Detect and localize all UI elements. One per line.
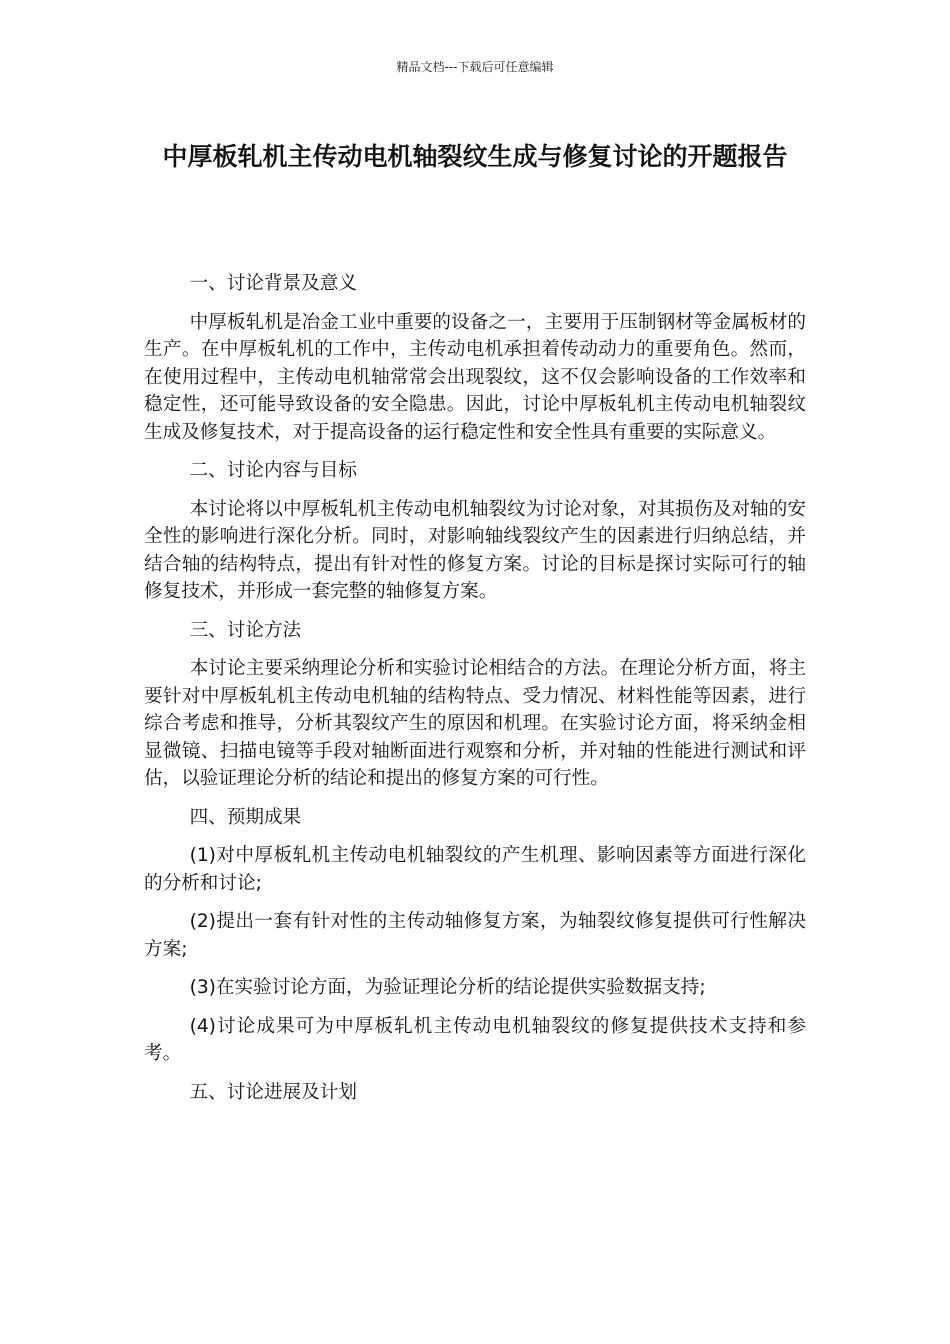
list-item: (3)在实验讨论方面，为验证理论分析的结论提供实验数据支持; — [189, 977, 706, 998]
paragraph: 本讨论将以中厚板轧机主传动电机轴裂纹为讨论对象，对其损伤及对轴的安全性的影响进行深化分析。同时，对影响轴线裂纹产生的因素进行归纳总结，并结合轴的结构特点，提出有针对性的修复方案。讨论的目标是探讨实际可行的轴修复技术，并形成一套完整的轴修复方案。 — [144, 498, 806, 602]
list-item: (2)提出一套有针对性的主传动轴修复方案，为轴裂纹修复提供可行性解决方案; — [144, 911, 806, 960]
document-title: 中厚板轧机主传动电机轴裂纹生成与修复讨论的开题报告 — [162, 142, 788, 171]
section-heading: 一、讨论背景及意义 — [189, 273, 357, 294]
section-heading: 三、讨论方法 — [189, 619, 302, 641]
paragraph: 中厚板轧机是冶金工业中重要的设备之一，主要用于压制钢材等金属板材的生产。在中厚板轧机的工作中，主传动电机承担着传动动力的重要角色。然而，在使用过程中，主传动电机轴常常会出现裂纹，这不仅会影响设备的工作效率和稳定性，还可能导致设备的安全隐患。因此，讨论中厚板轧机主传动电机轴裂纹生成及修复技术，对于提高设备的运行稳定性和安全性具有重要的实际意义。 — [144, 311, 806, 443]
header-note: 精品文档---下载后可任意编辑 — [396, 60, 554, 74]
section-heading: 四、预期成果 — [189, 806, 302, 828]
section-heading: 二、讨论内容与目标 — [189, 460, 357, 481]
document-body — [144, 270, 806, 1117]
list-item: (4)讨论成果可为中厚板轧机主传动电机轴裂纹的修复提供技术支持和参考。 — [144, 1015, 806, 1064]
paragraph: 本讨论主要采纳理论分析和实验讨论相结合的方法。在理论分析方面，将主要针对中厚板轧机主传动电机轴的结构特点、受力情况、材料性能等因素，进行综合考虑和推导，分析其裂纹产生的原因和机理。在实验讨论方面，将采纳金相显微镜、扫描电镜等手段对轴断面进行观察和分析，并对轴的性能进行测试和评估，以验证理论分析的结论和提出的修复方案的可行性。 — [144, 658, 806, 789]
list-item: (1)对中厚板轧机主传动电机轴裂纹的产生机理、影响因素等方面进行深化的分析和讨论; — [144, 845, 806, 894]
section-heading: 五、讨论进展及计划 — [189, 1081, 357, 1103]
